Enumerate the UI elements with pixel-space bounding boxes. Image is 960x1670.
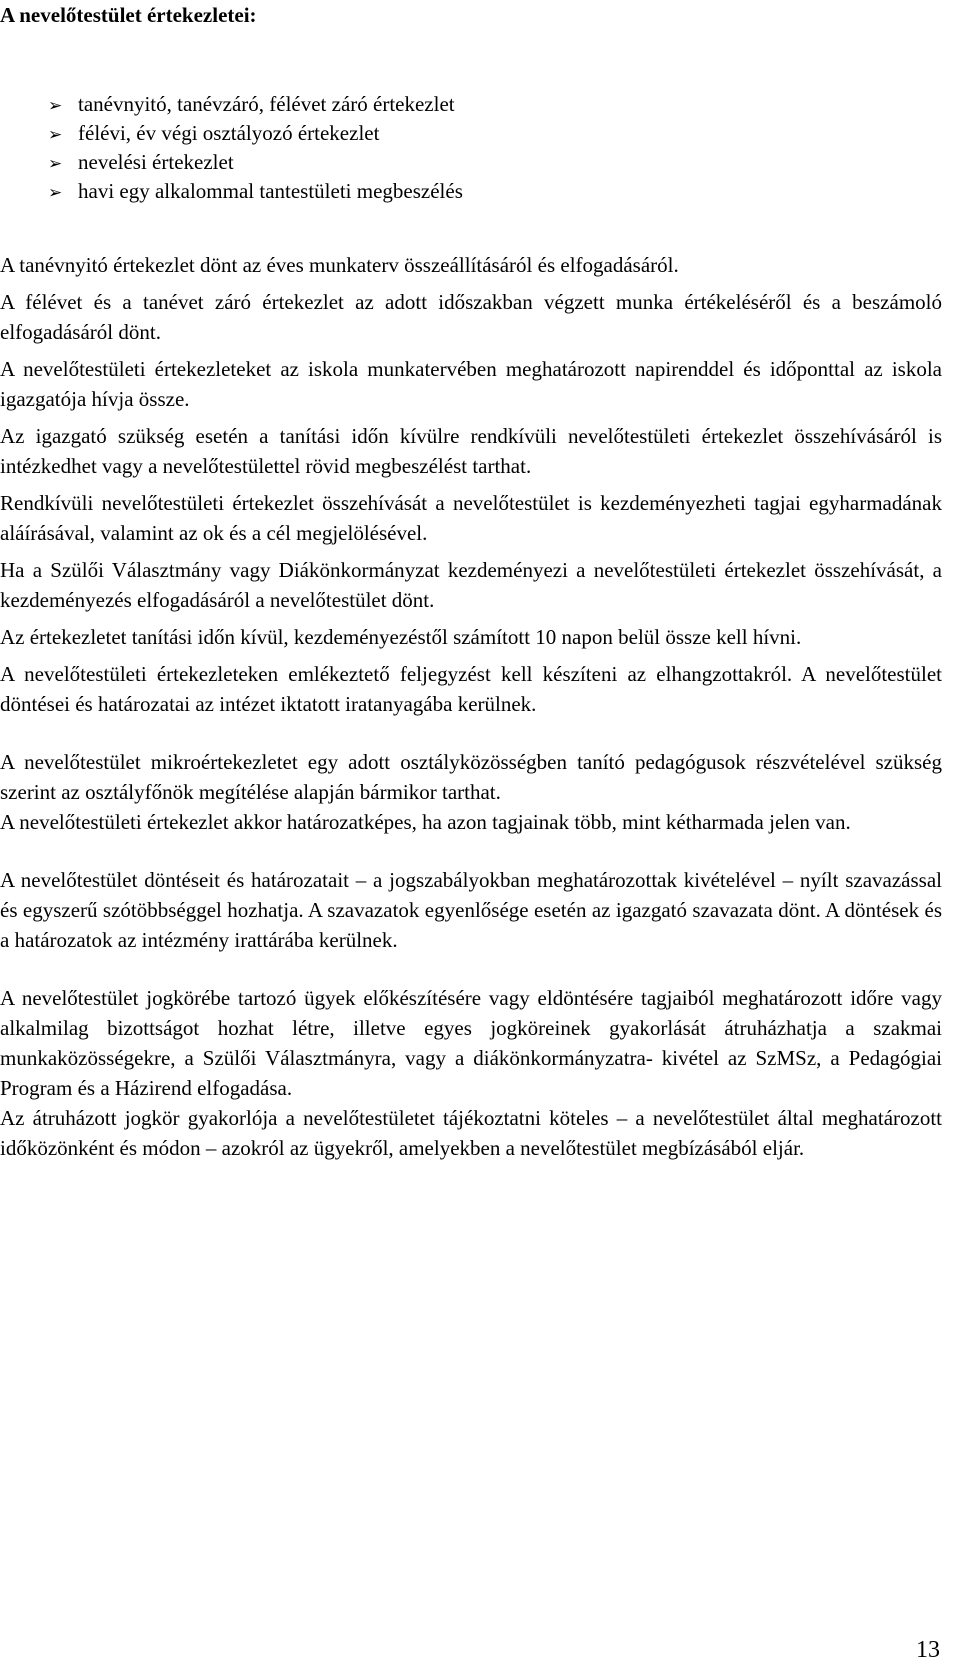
arrow-bullet-icon: ➢ xyxy=(48,183,63,203)
arrow-bullet-icon: ➢ xyxy=(48,125,63,145)
meeting-types-list xyxy=(48,90,463,206)
arrow-bullet-icon: ➢ xyxy=(48,154,63,174)
page-number: 13 xyxy=(916,1637,940,1663)
list-item-text: havi egy alkalommal tantestületi megbeszélés xyxy=(78,179,463,203)
paragraph-convening: A nevelőtestületi értekezleteket az iskola munkatervében meghatározott napirenddel és időponttal az iskola igazgatója hívja össze. xyxy=(0,357,942,411)
paragraph-parents-students-initiative: Ha a Szülői Választmány vagy Diákönkormányzat kezdeményezi a nevelőtestületi értekezlet összehívását, a kezdeményezés elfogadásáról a nevelőtestület dönt. xyxy=(0,558,942,612)
paragraph-decisions: A nevelőtestület döntéseit és határozatait – a jogszabályokban meghatározottak kivételével – nyílt szavazással és egyszerű szótöbbséggel hozhatja. A szavazatok egyenlősége esetén az igazgató szavazata dönt. A döntések és a határozatok az intézmény irattárába kerülnek. xyxy=(0,868,942,952)
paragraph-ten-day-deadline: Az értekezletet tanítási időn kívül, kezdeményezéstől számított 10 napon belül össze kell hívni. xyxy=(0,625,802,649)
paragraph-micro-meeting: A nevelőtestület mikroértekezletet egy adott osztályközösségben tanító pedagógusok részvételével szükség szerint az osztályfőnök megítélése alapján bármikor tarthat. xyxy=(0,750,942,804)
body-text xyxy=(0,250,942,1170)
paragraph-closing-meeting: A félévet és a tanévet záró értekezlet az adott időszakban végzett munka értékeléséről és a beszámoló elfogadásáról dönt. xyxy=(0,290,942,344)
list-item xyxy=(48,177,463,206)
list-item xyxy=(48,90,463,119)
paragraph-extraordinary-by-principal: Az igazgató szükség esetén a tanítási időn kívülre rendkívüli nevelőtestületi értekezlet összehívásáról is intézkedhet vagy a nevelőtestülettel rövid megbeszélést tarthat. xyxy=(0,424,942,478)
paragraph-minutes: A nevelőtestületi értekezleteken emlékeztető feljegyzést kell készíteni az elhangzottakról. A nevelőtestület döntései és határozatai az intézet iktatott iratanyagába kerülnek. xyxy=(0,662,942,716)
paragraph-quorum: A nevelőtestületi értekezlet akkor határozatképes, ha azon tagjainak több, mint kétharmada jelen van. xyxy=(0,810,851,834)
section-heading: A nevelőtestület értekezletei: xyxy=(0,3,257,27)
paragraph-extraordinary-by-staff: Rendkívüli nevelőtestületi értekezlet összehívását a nevelőtestület is kezdeményezheti tagjai egyharmadának aláírásával, valamint az ok és a cél megjelölésével. xyxy=(0,491,942,545)
list-item-text: félévi, év végi osztályozó értekezlet xyxy=(78,121,380,145)
list-item-text: nevelési értekezlet xyxy=(78,150,234,174)
arrow-bullet-icon: ➢ xyxy=(48,96,63,116)
list-item xyxy=(48,119,463,148)
list-item-text: tanévnyitó, tanévzáró, félévet záró értekezlet xyxy=(78,92,455,116)
paragraph-opening-meeting: A tanévnyitó értekezlet dönt az éves munkaterv összeállításáról és elfogadásáról. xyxy=(0,253,679,277)
paragraph-committees: A nevelőtestület jogkörébe tartozó ügyek előkészítésére vagy eldöntésére tagjaiból meghatározott időre vagy alkalmilag bizottságot hozhat létre, illetve egyes jogköreinek gyakorlását átruházhatja a szakmai munkaközösségekre, a Szülői Választmányra, vagy a diákönkormányzatra- kivétel az SzMSz, a Pedagógiai Program és a Házirend elfogadása. xyxy=(0,986,942,1100)
list-item xyxy=(48,148,463,177)
paragraph-delegated-authority: Az átruházott jogkör gyakorlója a nevelőtestületet tájékoztatni köteles – a nevelőtestület által meghatározott időközönként és módon – azokról az ügyekről, amelyekben a nevelőtestület megbízásából eljár. xyxy=(0,1106,942,1160)
